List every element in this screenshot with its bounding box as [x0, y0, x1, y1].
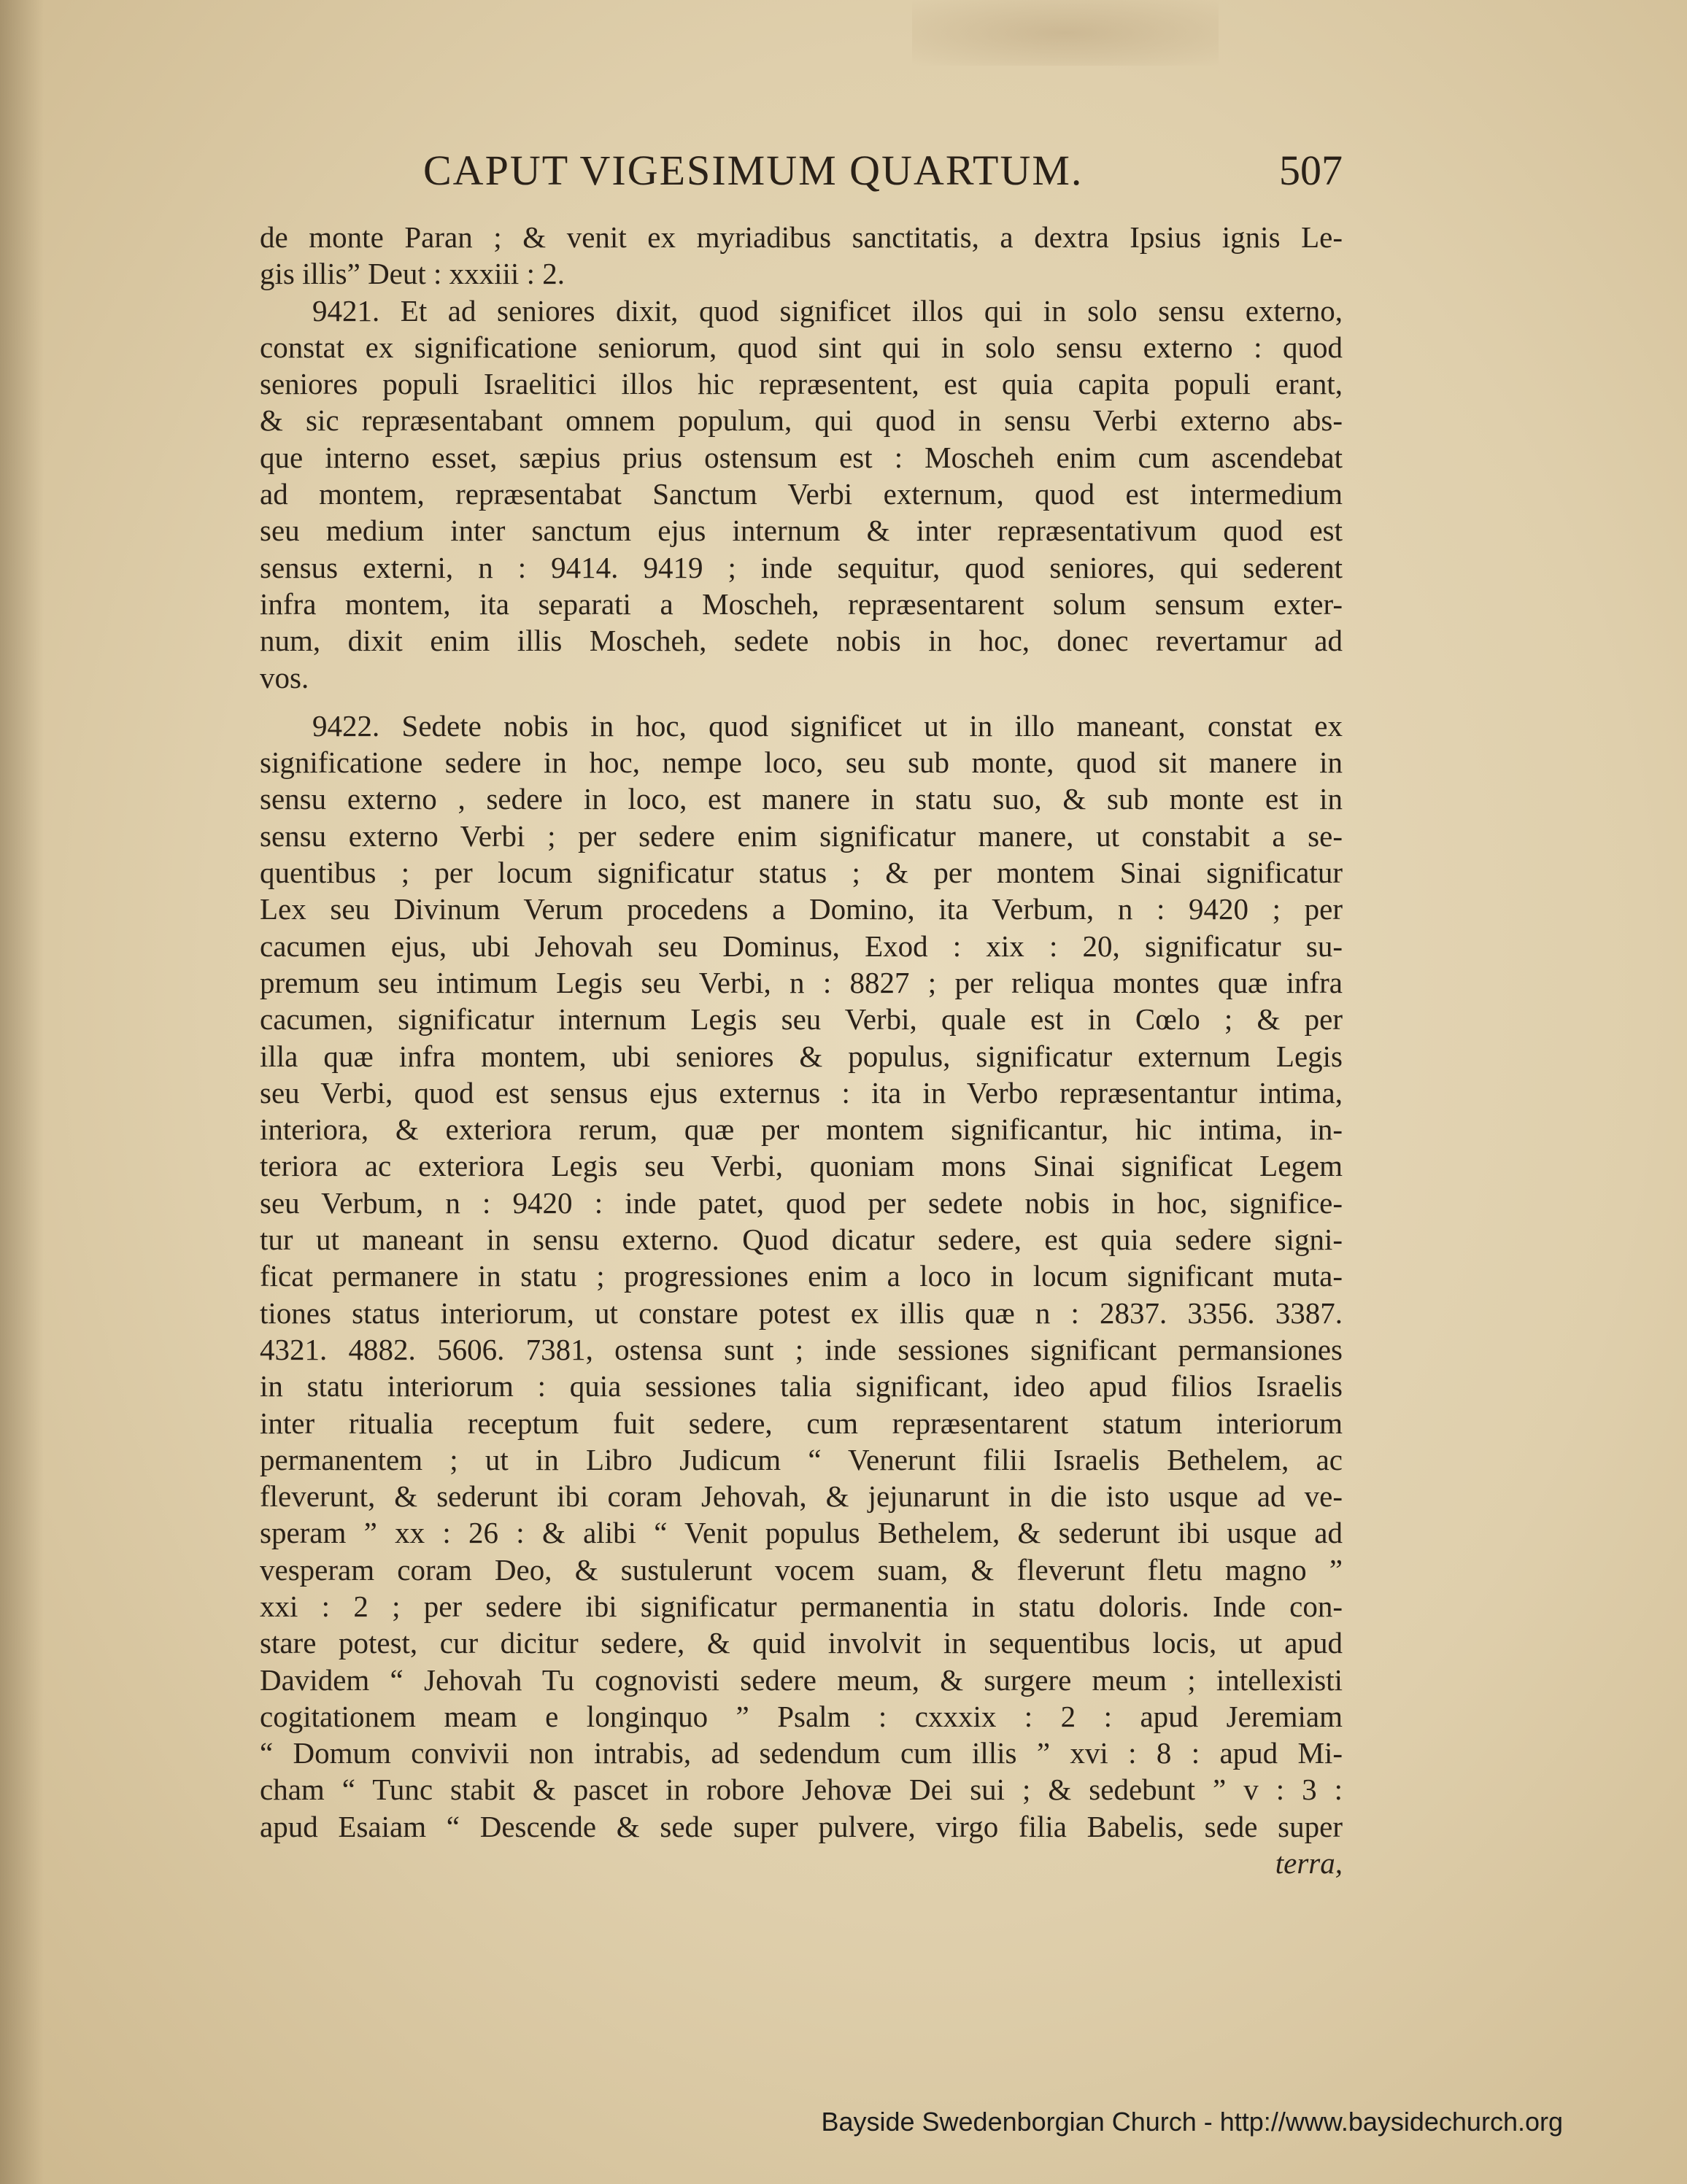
text-line: stare potest, cur dicitur sedere, & quid involvit in sequentibus locis, ut apud	[260, 1626, 1343, 1660]
text-line: infra montem, ita separati a Moscheh, repræsentarent solum sensum exter-	[260, 586, 1343, 621]
text-line: teriora ac exteriora Legis seu Verbi, quoniam mons Sinai significat Legem	[260, 1149, 1343, 1183]
text-line: cacumen ejus, ubi Jehovah seu Dominus, Exod : xix : 20, significatur su-	[260, 929, 1343, 963]
paper-stain	[912, 0, 1219, 66]
page-header	[263, 146, 1343, 212]
text-line: fleverunt, & sederunt ibi coram Jehovah, & jejunarunt in die isto usque ad ve-	[260, 1479, 1343, 1514]
text-line: que interno esset, sæpius prius ostensum est : Moscheh enim cum ascendebat	[260, 440, 1343, 474]
text-line: num, dixit enim illis Moscheh, sedete nobis in hoc, donec revertamur ad	[260, 624, 1343, 658]
text-line: illa quæ infra montem, ubi seniores & populus, significatur externum Legis	[260, 1039, 1343, 1073]
text-line: cogitationem meam e longinquo ” Psalm : cxxxix : 2 : apud Jeremiam	[260, 1699, 1343, 1733]
text-line: in statu interiorum : quia sessiones talia significant, ideo apud filios Israelis	[260, 1369, 1343, 1403]
text-line: & sic repræsentabant omnem populum, qui quod in sensu Verbi externo abs-	[260, 403, 1343, 438]
text-line: vesperam coram Deo, & sustulerunt vocem suam, & fleverunt fletu magno ”	[260, 1552, 1343, 1587]
text-line: premum seu intimum Legis seu Verbi, n : 8827 ; per reliqua montes quæ infra	[260, 965, 1343, 999]
running-title: CAPUT VIGESIMUM QUARTUM.	[423, 147, 1084, 194]
text-line: cacumen, significatur internum Legis seu Verbi, quale est in Cœlo ; & per	[260, 1002, 1343, 1037]
catchword: terra,	[1275, 1846, 1343, 1881]
text-line: gis illis” Deut : xxxiii : 2.	[260, 257, 565, 291]
text-line: constat ex significatione seniorum, quod sint qui in solo sensu externo : quod	[260, 330, 1343, 364]
text-line: tur ut maneant in sensu externo. Quod dicatur sedere, est quia sedere signi-	[260, 1223, 1343, 1257]
text-line: “ Domum convivii non intrabis, ad sedendum cum illis ” xvi : 8 : apud Mi-	[260, 1736, 1343, 1770]
text-line: seniores populi Israelitici illos hic repræsentent, est quia capita populi erant,	[260, 367, 1343, 401]
text-line: tiones status interiorum, ut constare potest ex illis quæ n : 2837. 3356. 3387.	[260, 1296, 1343, 1330]
page-edge-shadow	[0, 0, 44, 2184]
credit-watermark: Bayside Swedenborgian Church - http://www.baysidechurch.org	[821, 2107, 1563, 2137]
text-line: seu Verbum, n : 9420 : inde patet, quod per sedete nobis in hoc, significe-	[260, 1185, 1343, 1220]
text-line: sensus externi, n : 9414. 9419 ; inde sequitur, quod seniores, qui sederent	[260, 550, 1343, 584]
text-line: speram ” xx : 26 : & alibi “ Venit populus Bethelem, & sederunt ibi usque ad	[260, 1516, 1343, 1550]
text-line: permanentem ; ut in Libro Judicum “ Venerunt filii Israelis Bethelem, ac	[260, 1442, 1343, 1476]
text-line: xxi : 2 ; per sedere ibi significatur permanentia in statu doloris. Inde con-	[260, 1589, 1343, 1623]
page-number: 507	[1279, 147, 1343, 194]
text-line: interiora, & exteriora rerum, quæ per montem significantur, hic intima, in-	[260, 1112, 1343, 1147]
text-line: inter ritualia receptum fuit sedere, cum repræsentarent statum interiorum	[260, 1406, 1343, 1440]
text-line: Davidem “ Jehovah Tu cognovisti sedere meum, & surgere meum ; intellexisti	[260, 1662, 1343, 1697]
text-line: sensu externo Verbi ; per sedere enim significatur manere, ut constabit a se-	[260, 818, 1343, 853]
paragraph-gap	[260, 696, 1343, 708]
text-line: ficat permanere in statu ; progressiones enim a loco in locum significant muta-	[260, 1259, 1343, 1293]
text-line: sensu externo , sedere in loco, est manere in statu suo, & sub monte est in	[260, 782, 1343, 816]
text-line: 4321. 4882. 5606. 7381, ostensa sunt ; inde sessiones significant permansiones	[260, 1332, 1343, 1366]
text-line: apud Esaiam “ Descende & sede super pulvere, virgo filia Babelis, sede super	[260, 1809, 1343, 1843]
text-line: cham “ Tunc stabit & pascet in robore Jehovæ Dei sui ; & sedebunt ” v : 3 :	[260, 1773, 1343, 1807]
text-line: Lex seu Divinum Verum procedens a Domino, ita Verbum, n : 9420 ; per	[260, 892, 1343, 926]
text-line: seu medium inter sanctum ejus internum & inter repræsentativum quod est	[260, 514, 1343, 548]
body-text	[260, 219, 1343, 1881]
paragraph-9422-start: 9422. Sedete nobis in hoc, quod significet ut in illo maneant, constat ex	[312, 708, 1343, 743]
text-line: significatione sedere in hoc, nempe loco, seu sub monte, quod sit manere in	[260, 746, 1343, 780]
text-line: seu Verbi, quod est sensus ejus externus : ita in Verbo repræsentantur intima,	[260, 1075, 1343, 1110]
text-line: vos.	[260, 660, 309, 694]
paragraph-9421-start: 9421. Et ad seniores dixit, quod significet illos qui in solo sensu externo,	[312, 293, 1343, 328]
text-line: de monte Paran ; & venit ex myriadibus sanctitatis, a dextra Ipsius ignis Le-	[260, 220, 1343, 254]
text-line: ad montem, repræsentabat Sanctum Verbi externum, quod est intermedium	[260, 477, 1343, 511]
text-line: quentibus ; per locum significatur status ; & per montem Sinai significatur	[260, 856, 1343, 890]
